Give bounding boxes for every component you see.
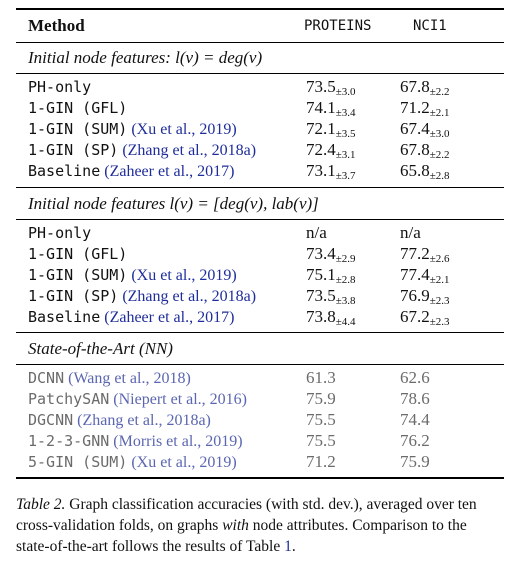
method-cell (28, 78, 91, 97)
method-cell (28, 453, 237, 472)
accuracy-mean: 74.1 (306, 98, 336, 117)
method-name: DCNN (28, 369, 65, 387)
nci1-value (400, 389, 430, 409)
method-cell (28, 99, 127, 118)
proteins-value (306, 286, 356, 306)
section2-title-rule (16, 219, 504, 220)
method-cell (28, 369, 191, 388)
column-header-proteins: PROTEINS (304, 18, 372, 34)
accuracy-mean: 75.5 (306, 431, 336, 450)
accuracy-std-dev: ±2.8 (335, 274, 356, 286)
citation-link[interactable]: (Zaheer et al., 2017) (104, 163, 235, 180)
accuracy-mean: 73.5 (306, 286, 336, 305)
table-caption (16, 494, 504, 557)
proteins-value (306, 244, 356, 264)
method-name: Baseline (28, 308, 101, 326)
proteins-value (306, 161, 356, 181)
caption-label: Table 2. (16, 496, 66, 513)
accuracy-std-dev: ±2.1 (429, 107, 450, 119)
accuracy-mean: 76.9 (400, 286, 430, 305)
method-name: 1-GIN (SP) (28, 287, 119, 305)
nci1-value (400, 223, 421, 243)
nci1-value (400, 307, 450, 327)
accuracy-mean: 72.4 (306, 140, 336, 159)
section-title-degree-label-features: Initial node features l(v) = [deg(v), lab(v)] (28, 194, 319, 213)
accuracy-std-dev: ±2.3 (429, 316, 450, 328)
citation-link[interactable]: (Wang et al., 2018) (68, 370, 191, 387)
accuracy-std-dev: ±3.7 (335, 170, 356, 182)
accuracy-mean: 67.8 (400, 140, 430, 159)
method-cell (28, 411, 211, 430)
accuracy-mean: 75.9 (306, 389, 336, 408)
citation-link[interactable]: (Zhang et al., 2018a) (122, 288, 257, 305)
method-name: DGCNN (28, 411, 74, 429)
method-cell (28, 308, 234, 327)
caption-text-2: node attributes. Comparison to the state-of-the-art follows the results of Table (16, 517, 467, 555)
method-cell (28, 162, 234, 181)
accuracy-std-dev: ±3.8 (335, 295, 356, 307)
accuracy-std-dev: ±4.4 (335, 316, 356, 328)
section2-top-rule (16, 187, 504, 188)
method-name: 1-2-3-GNN (28, 432, 110, 450)
accuracy-mean: 62.6 (400, 368, 430, 387)
method-name: Baseline (28, 162, 101, 180)
accuracy-mean: 77.2 (400, 244, 430, 263)
table-top-rule (16, 8, 504, 10)
method-cell (28, 141, 256, 160)
accuracy-mean: 75.5 (306, 410, 336, 429)
nci1-value (400, 140, 450, 160)
section3-title-rule (16, 364, 504, 365)
accuracy-mean: 73.1 (306, 161, 336, 180)
section-title-degree-features: Initial node features: l(v) = deg(v) (28, 48, 263, 67)
citation-link[interactable]: (Zhang et al., 2018a) (77, 412, 211, 429)
nci1-value (400, 98, 450, 118)
caption-text-1: Graph classification accuracies (with std. dev.), averaged over ten cross-validation folds, on graphs (16, 496, 477, 534)
accuracy-std-dev: ±2.8 (429, 170, 450, 182)
accuracy-mean: 77.4 (400, 265, 430, 284)
accuracy-mean: 67.2 (400, 307, 430, 326)
accuracy-mean: 73.5 (306, 77, 336, 96)
nci1-value (400, 119, 450, 139)
nci1-value (400, 265, 450, 285)
accuracy-mean: 73.4 (306, 244, 336, 263)
proteins-value (306, 77, 356, 97)
citation-link[interactable]: (Morris et al., 2019) (113, 433, 243, 450)
accuracy-mean: 74.4 (400, 410, 430, 429)
accuracy-mean: 75.9 (400, 452, 430, 471)
proteins-value (306, 368, 336, 388)
nci1-value (400, 452, 430, 472)
method-name: 1-GIN (GFL) (28, 99, 128, 117)
proteins-value (306, 431, 336, 451)
table-bottom-rule (16, 477, 504, 479)
proteins-value (306, 389, 336, 409)
accuracy-mean: 73.8 (306, 307, 336, 326)
proteins-value (306, 265, 356, 285)
accuracy-std-dev: ±3.5 (335, 128, 356, 140)
caption-end: . (291, 538, 296, 555)
accuracy-mean: 71.2 (306, 452, 336, 471)
section-title-state-of-the-art: State-of-the-Art (NN) (28, 339, 173, 358)
accuracy-std-dev: ±2.2 (429, 86, 450, 98)
method-cell (28, 120, 237, 139)
method-cell (28, 390, 247, 409)
accuracy-mean: n/a (400, 223, 421, 242)
accuracy-mean: 71.2 (400, 98, 430, 117)
method-name: 1-GIN (SUM) (28, 120, 128, 138)
accuracy-mean: 78.6 (400, 389, 430, 408)
accuracy-mean: 65.8 (400, 161, 430, 180)
citation-link[interactable]: (Niepert et al., 2016) (113, 391, 248, 408)
nci1-value (400, 431, 430, 451)
method-name: 1-GIN (SP) (28, 141, 119, 159)
accuracy-mean: 75.1 (306, 265, 336, 284)
proteins-value (306, 98, 356, 118)
proteins-value (306, 307, 356, 327)
accuracy-std-dev: ±2.9 (335, 253, 356, 265)
citation-link[interactable]: (Xu et al., 2019) (131, 267, 237, 284)
column-header-nci1: NCI1 (413, 18, 447, 34)
method-name: 5-GIN (SUM) (28, 453, 128, 471)
accuracy-std-dev: ±2.1 (429, 274, 450, 286)
citation-link[interactable]: (Zhang et al., 2018a) (122, 142, 257, 159)
section3-top-rule (16, 332, 504, 333)
nci1-value (400, 286, 450, 306)
citation-link[interactable]: (Xu et al., 2019) (131, 121, 237, 138)
method-name: PatchySAN (28, 390, 110, 408)
proteins-value (306, 452, 336, 472)
method-cell (28, 224, 91, 243)
proteins-value (306, 223, 327, 243)
method-name: PH-only (28, 78, 92, 96)
accuracy-std-dev: ±3.0 (429, 128, 450, 140)
section1-title-rule (16, 73, 504, 74)
method-name: 1-GIN (SUM) (28, 266, 128, 284)
accuracy-std-dev: ±3.0 (335, 86, 356, 98)
column-header-method: Method (28, 16, 85, 35)
accuracy-std-dev: ±2.6 (429, 253, 450, 265)
method-cell (28, 432, 243, 451)
method-cell (28, 266, 237, 285)
method-cell (28, 245, 127, 264)
nci1-value (400, 77, 450, 97)
accuracy-std-dev: ±2.2 (429, 149, 450, 161)
method-cell (28, 287, 256, 306)
nci1-value (400, 161, 450, 181)
accuracy-std-dev: ±2.3 (429, 295, 450, 307)
method-name: PH-only (28, 224, 92, 242)
nci1-value (400, 368, 430, 388)
accuracy-mean: 67.4 (400, 119, 430, 138)
accuracy-std-dev: ±3.1 (335, 149, 356, 161)
accuracy-mean: 61.3 (306, 368, 336, 387)
nci1-value (400, 410, 430, 430)
accuracy-mean: 72.1 (306, 119, 336, 138)
accuracy-mean: 67.8 (400, 77, 430, 96)
caption-emphasis: with (222, 517, 249, 534)
citation-link[interactable]: (Xu et al., 2019) (131, 454, 237, 471)
proteins-value (306, 119, 356, 139)
accuracy-mean: n/a (306, 223, 327, 242)
header-rule (16, 42, 504, 43)
nci1-value (400, 244, 450, 264)
citation-link[interactable]: (Zaheer et al., 2017) (104, 309, 235, 326)
method-name: 1-GIN (GFL) (28, 245, 128, 263)
accuracy-mean: 76.2 (400, 431, 430, 450)
accuracy-std-dev: ±3.4 (335, 107, 356, 119)
proteins-value (306, 140, 356, 160)
caption-table-reference[interactable]: 1 (284, 538, 292, 555)
proteins-value (306, 410, 336, 430)
